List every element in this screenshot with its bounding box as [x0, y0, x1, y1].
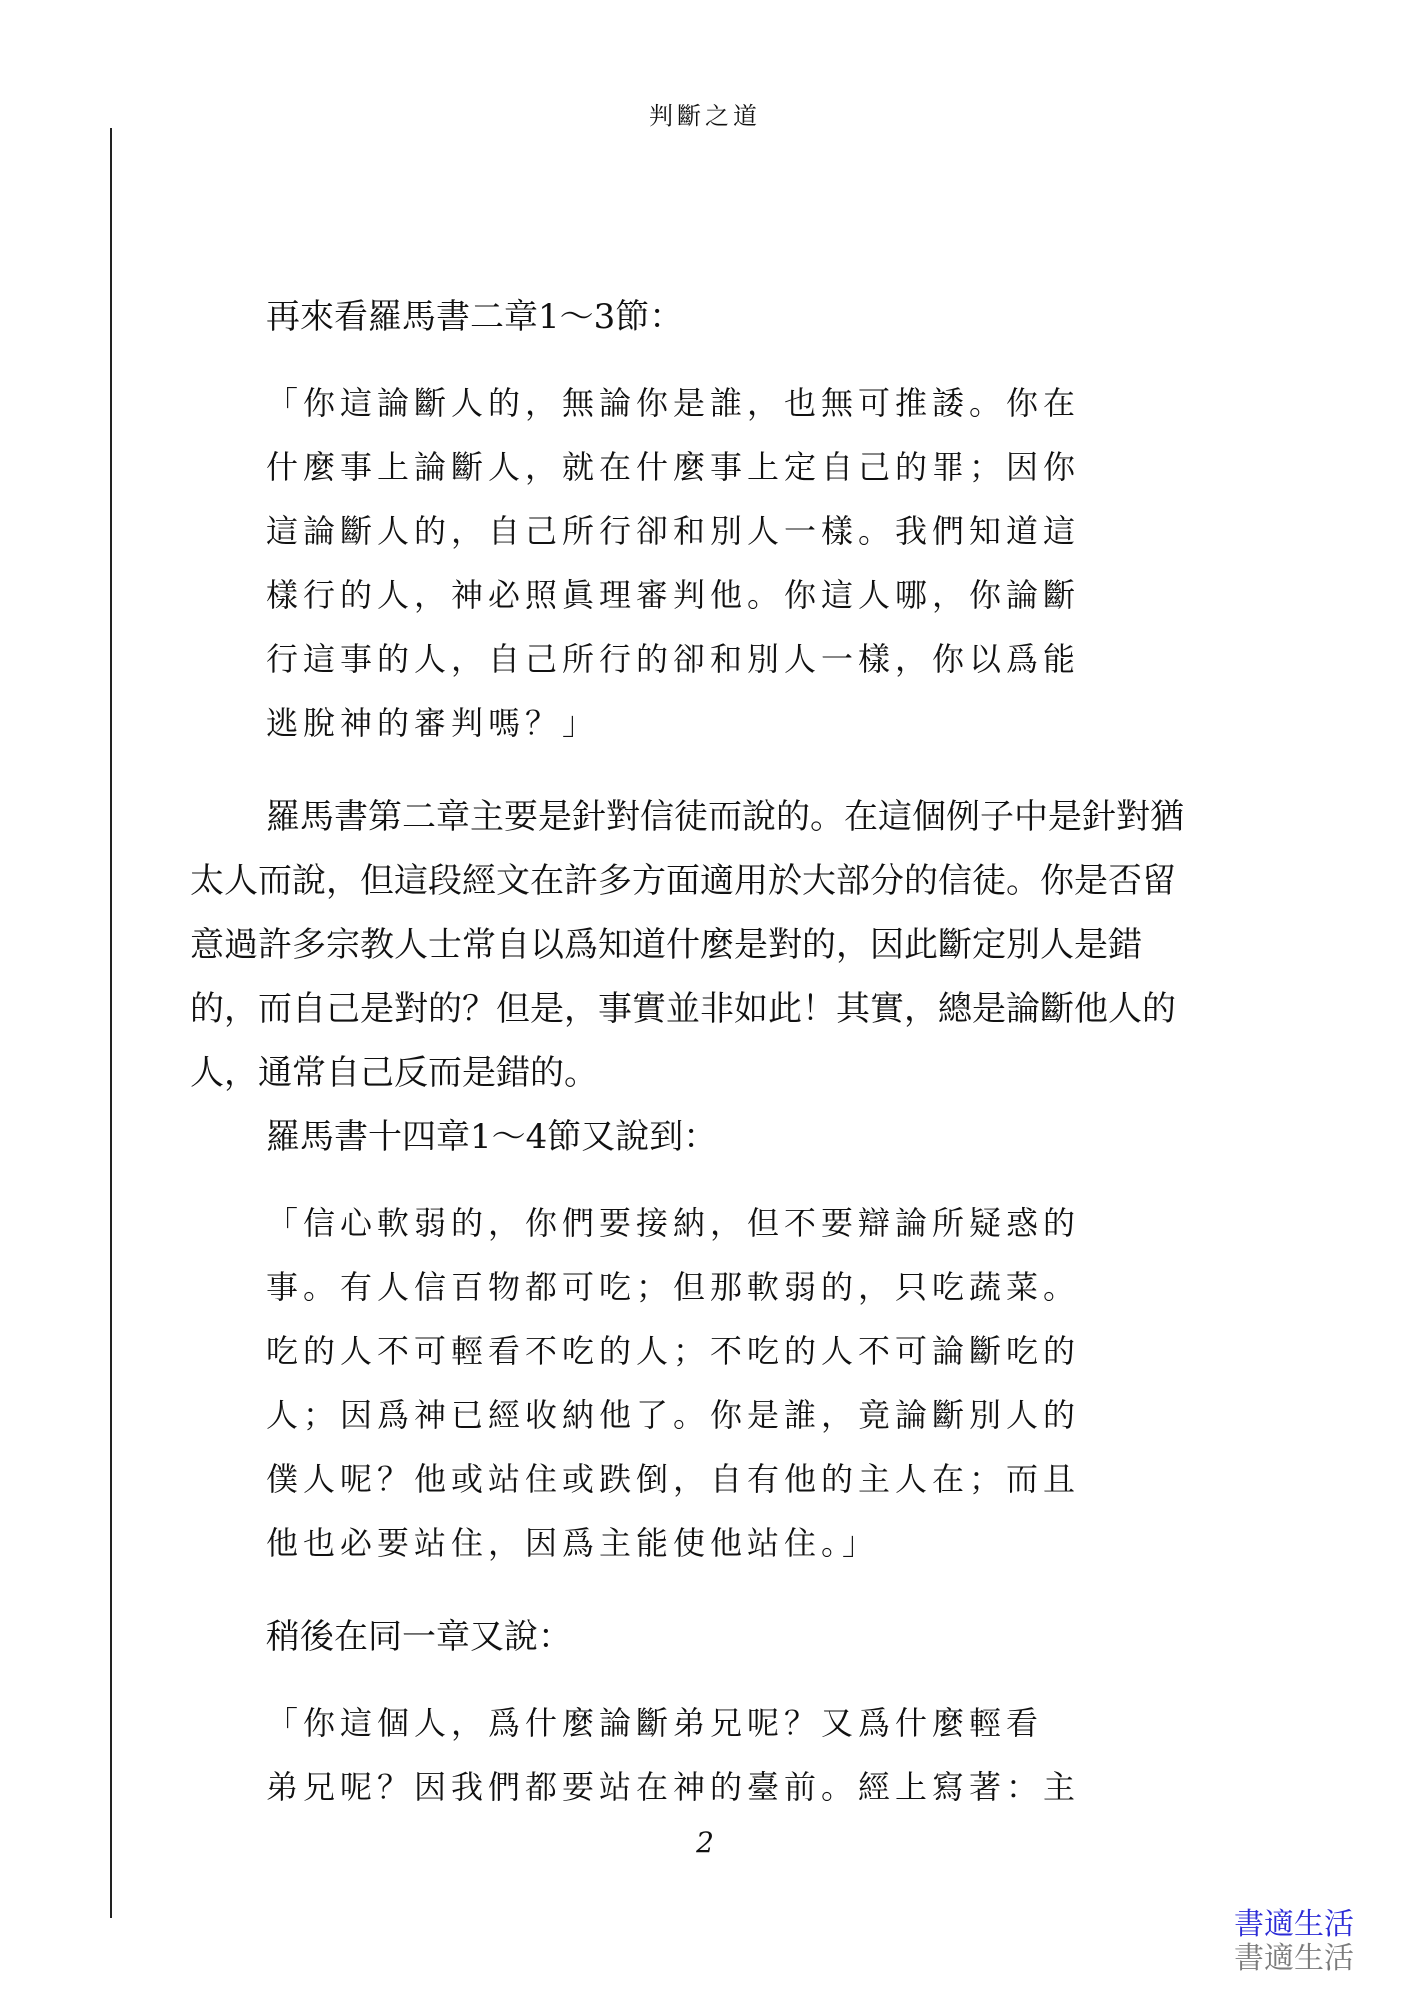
quote-line: 人；因爲神已經收納他了。你是誰，竟論斷別人的 [266, 1396, 1081, 1434]
watermark-text: 書適生活 [1234, 1907, 1354, 1942]
quote-line: 「信心軟弱的，你們要接納，但不要辯論所疑惑的 [266, 1204, 1081, 1242]
quote-line: 樣行的人，神必照眞理審判他。你這人哪，你論斷 [266, 576, 1081, 614]
quote-line: 他也必要站住，因爲主能使他站住。」 [266, 1524, 880, 1562]
quote-line: 事。有人信百物都可吃；但那軟弱的，只吃蔬菜。 [266, 1268, 1081, 1306]
intro-same-chapter: 稍後在同一章又說： [266, 1617, 572, 1657]
body-paragraph: 羅馬書第二章主要是針對信徒而說的。在這個例子中是針對猶太人而說，但這段經文在許多方面適用於大部分的信徒。你是否留意過許多宗教人士常自以爲知道什麼是對的，因此斷定別人是錯的，而自己是對的？但是，事實並非如此！其實，總是論斷他人的人，通常自己反而是錯的。 [190, 797, 1184, 1093]
quote-line: 行這事的人，自己所行的卻和別人一樣，你以爲能 [266, 640, 1081, 678]
quote-romans-14 [190, 1191, 1190, 1575]
quote-romans-14-later [190, 1691, 1190, 1819]
page-number: 2 [696, 1826, 714, 1859]
quote-line: 逃脫神的審判嗎？」 [266, 704, 600, 742]
intro-romans-14: 羅馬書十四章1～4節又說到： [266, 1117, 718, 1157]
quote-line: 這論斷人的，自己所行卻和別人一樣。我們知道這 [266, 512, 1081, 550]
watermark [1234, 1908, 1354, 1976]
intro-romans-2: 再來看羅馬書二章1～3節： [266, 297, 684, 337]
watermark-text-shadow: 書適生活 [1234, 1941, 1354, 1976]
quote-line: 「你這個人，爲什麼論斷弟兄呢？又爲什麼輕看 [266, 1704, 1044, 1742]
quote-line: 僕人呢？他或站住或跌倒，自有他的主人在；而且 [266, 1460, 1081, 1498]
quote-line: 弟兄呢？因我們都要站在神的臺前。經上寫著：主 [266, 1768, 1081, 1806]
quote-line: 「你這論斷人的，無論你是誰，也無可推諉。你在 [266, 384, 1081, 422]
quote-line: 什麼事上論斷人，就在什麼事上定自己的罪；因你 [266, 448, 1081, 486]
margin-rule [110, 128, 112, 1918]
running-header: 判斷之道 [649, 102, 761, 130]
page-body [190, 285, 1190, 1819]
quote-romans-2 [190, 371, 1190, 755]
quote-line: 吃的人不可輕看不吃的人；不吃的人不可論斷吃的 [266, 1332, 1081, 1370]
